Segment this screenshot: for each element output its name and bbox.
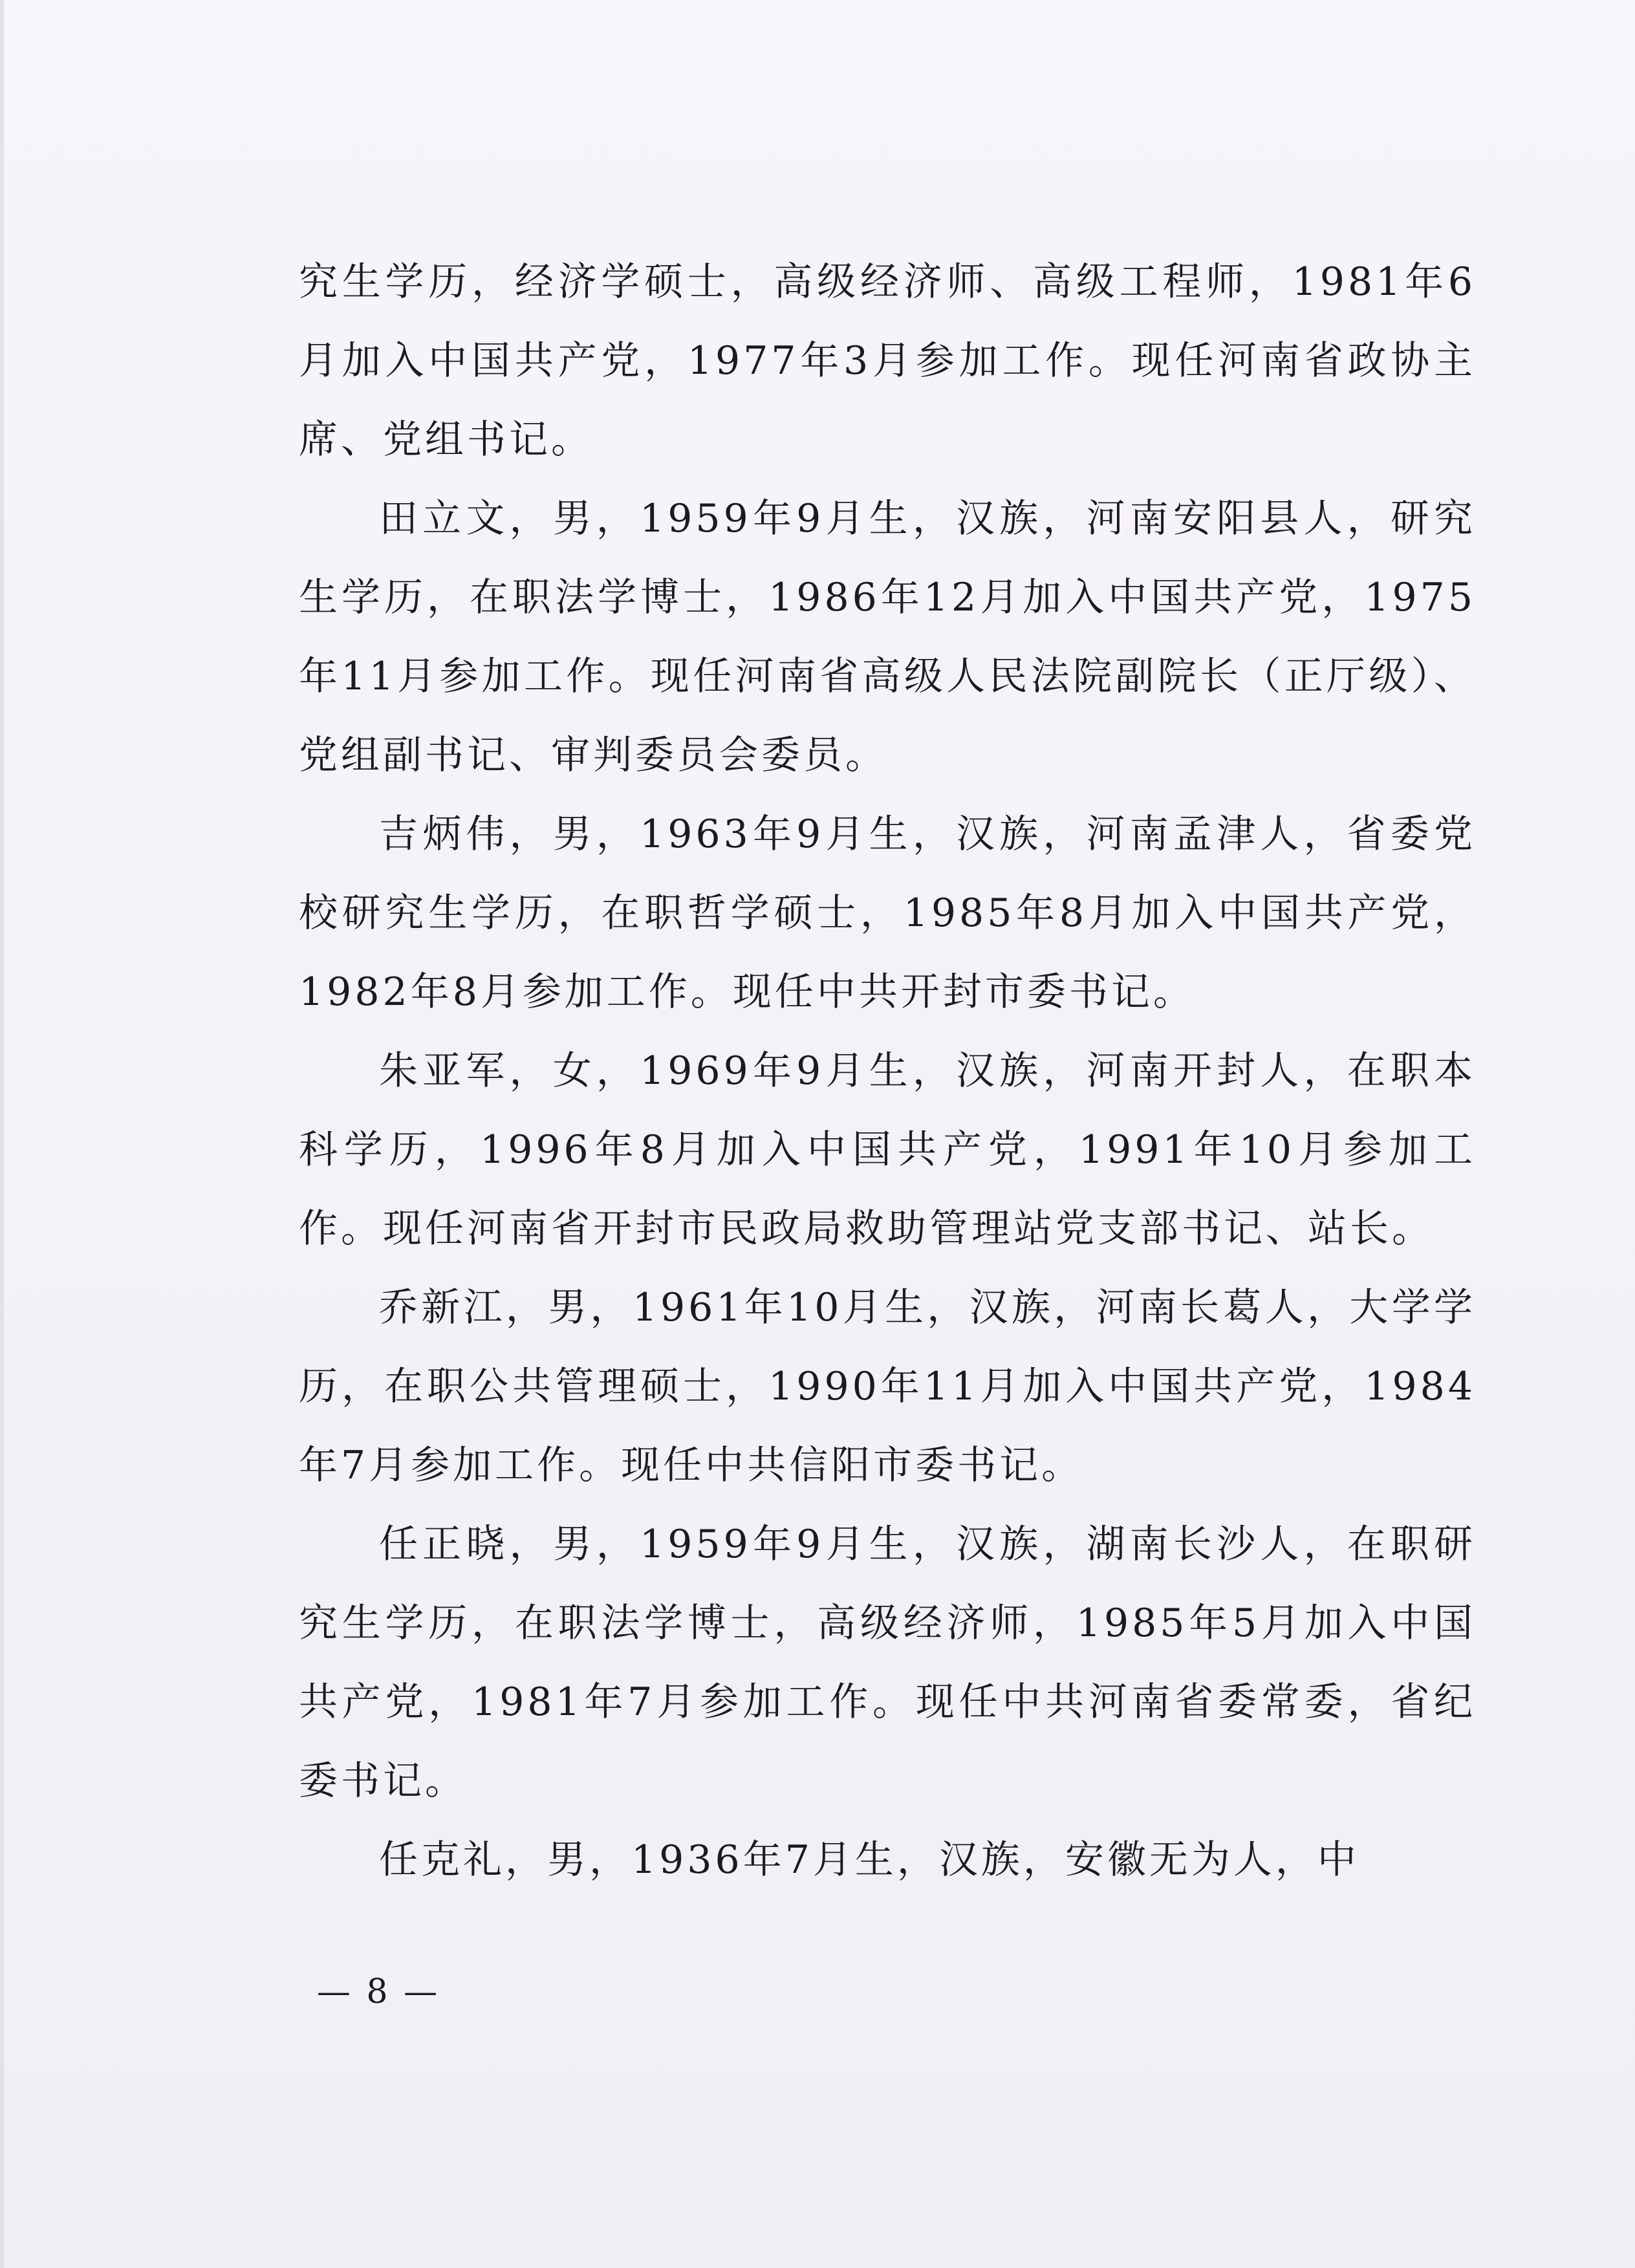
paragraph-zhu-yajun: 朱亚军，女，1969年9月生，汉族，河南开封人，在职本科学历，1996年8月加入中国共产党，1991年10月参加工作。现任河南省开封市民政局救助管理站党支部书记、站长。 xyxy=(299,1048,1476,1251)
paragraph-ji-bingwei: 吉炳伟，男，1963年9月生，汉族，河南孟津人，省委党校研究生学历，在职哲学硕士，1985年8月加入中国共产党，1982年8月参加工作。现任中共开封市委书记。 xyxy=(299,812,1476,1015)
paragraph-tian-liwen: 田立文，男，1959年9月生，汉族，河南安阳县人，研究生学历，在职法学博士，1986年12月加入中国共产党，1975年11月参加工作。现任河南省高级人民法院副院长（正厅级）、党组副书记、审判委员会委员。 xyxy=(299,496,1476,778)
paragraph-qiao-xinjiang: 乔新江，男，1961年10月生，汉族，河南长葛人，大学学历，在职公共管理硕士，1990年11月加入中国共产党，1984年7月参加工作。现任中共信阳市委书记。 xyxy=(299,1285,1476,1488)
paragraph-ren-keli: 任克礼，男，1936年7月生，汉族，安徽无为人，中 xyxy=(379,1837,1359,1883)
page-number: — 8 — xyxy=(317,1972,440,2011)
document-body xyxy=(299,243,1476,1899)
scan-edge xyxy=(0,0,4,2268)
paragraph-continuation: 究生学历，经济学硕士，高级经济师、高级工程师，1981年6月加入中国共产党，1977年3月参加工作。现任河南省政协主席、党组书记。 xyxy=(299,259,1476,462)
paragraph-ren-zhengxiao: 任正晓，男，1959年9月生，汉族，湖南长沙人，在职研究生学历，在职法学博士，高级经济师，1985年5月加入中国共产党，1981年7月参加工作。现任中共河南省委常委，省纪委书记。 xyxy=(299,1522,1476,1804)
